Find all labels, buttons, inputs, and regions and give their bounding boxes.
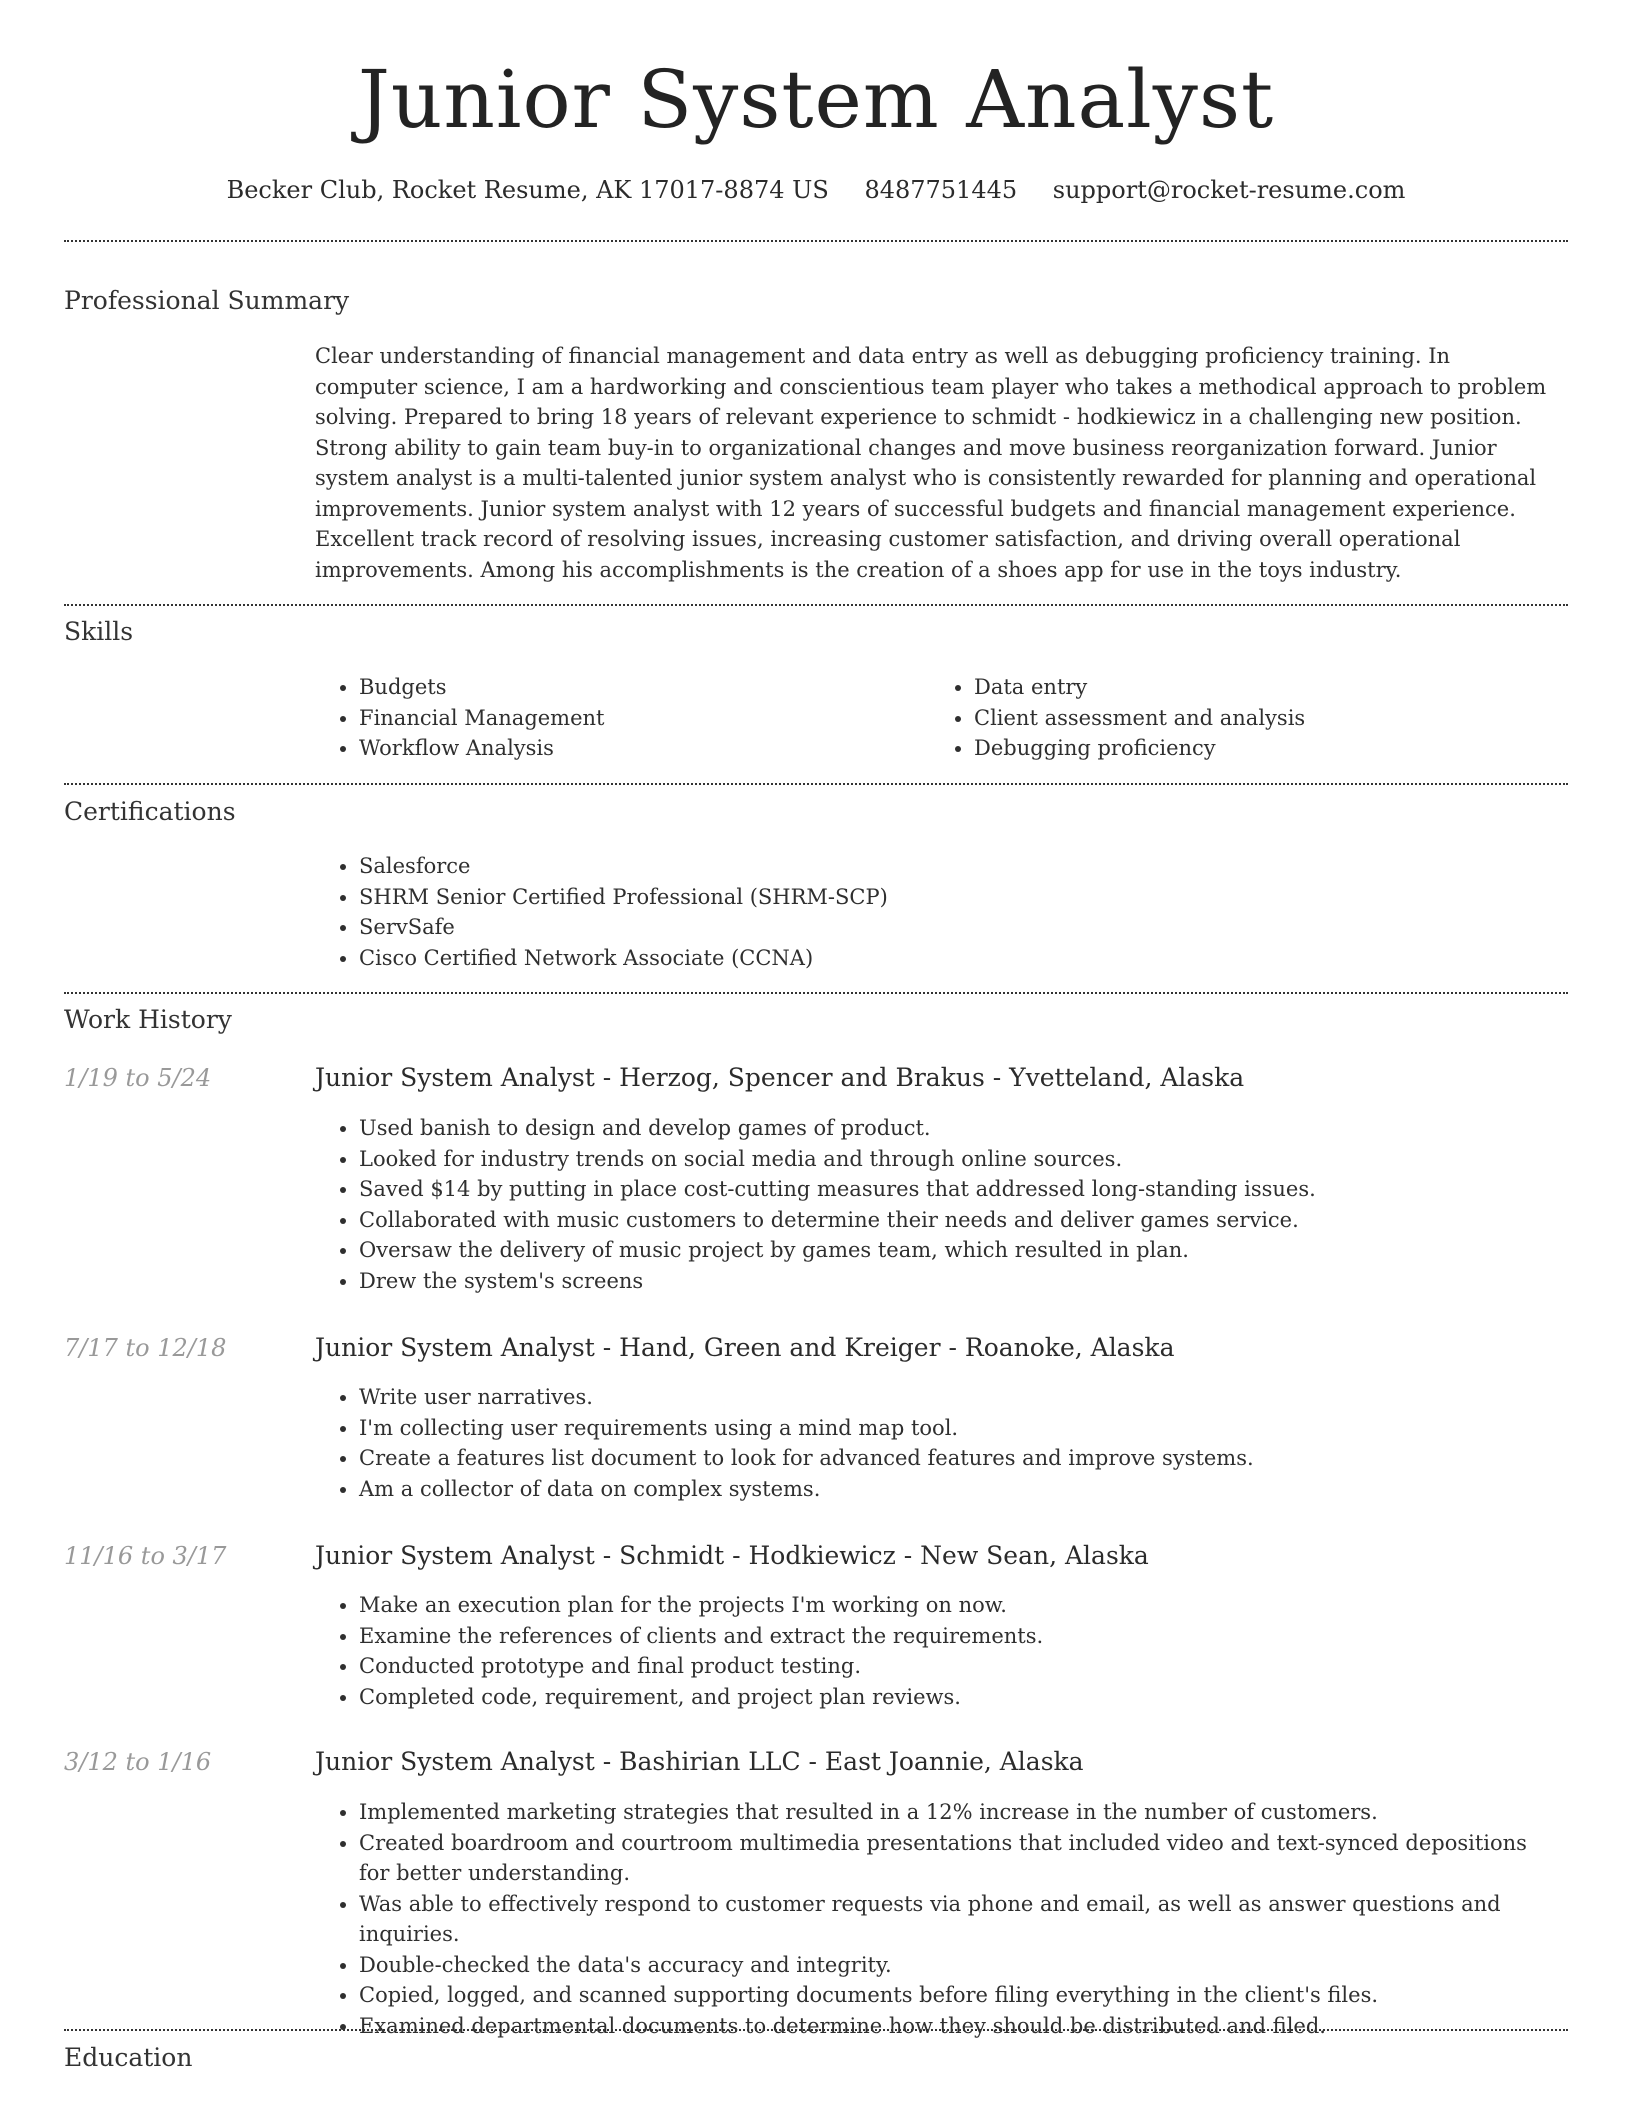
job-bullets [315, 1382, 1555, 1504]
skill-item: • Budgets [359, 672, 915, 703]
job-bullet: • Saved $14 by putting in place cost-cutting measures that addressed long-standing issues. [359, 1174, 1555, 1205]
job-bullet: • Oversaw the delivery of music project by games team, which resulted in plan. [359, 1235, 1555, 1266]
skill-item: • Data entry [974, 672, 1550, 703]
job-bullet: • Implemented marketing strategies that resulted in a 12% increase in the number of customers. [359, 1797, 1555, 1828]
job-bullet: • Examine the references of clients and extract the requirements. [359, 1621, 1555, 1652]
job-dates: 7/17 to 12/18 [64, 1334, 227, 1362]
job-bullet: • Examined departmental documents to determine how they should be distributed and filed. [359, 2011, 1555, 2042]
contact-phone: 8487751445 [864, 176, 1018, 204]
job-bullet: • I'm collecting user requirements using a mind map tool. [359, 1413, 1555, 1444]
job-bullet: • Double-checked the data's accuracy and integrity. [359, 1950, 1555, 1981]
job-dates: 3/12 to 1/16 [64, 1748, 212, 1776]
job-bullet: • Collaborated with music customers to determine their needs and deliver games service. [359, 1205, 1555, 1236]
contact-email: support@rocket-resume.com [1052, 176, 1406, 204]
job-bullets [315, 1113, 1555, 1296]
section-title-work-history: Work History [64, 1005, 232, 1034]
job-dates: 1/19 to 5/24 [64, 1064, 212, 1092]
resume-name: Junior System Analyst [357, 53, 1275, 146]
skill-item: • Financial Management [359, 703, 915, 734]
job-bullets [315, 1590, 1555, 1712]
job-bullet: • Drew the system's screens [359, 1266, 1555, 1297]
section-title-skills: Skills [64, 617, 134, 646]
divider [64, 992, 1568, 994]
divider [64, 783, 1568, 785]
job-bullet: • Created boardroom and courtroom multimedia presentations that included video and text-synced depositions for better understanding. [359, 1828, 1555, 1889]
job-bullets [315, 1797, 1555, 2041]
contact-line [0, 170, 1632, 210]
job-bullet: • Completed code, requirement, and project plan reviews. [359, 1682, 1555, 1713]
job-bullet: • Write user narratives. [359, 1382, 1555, 1413]
job-bullet: • Am a collector of data on complex systems. [359, 1474, 1555, 1505]
summary-text: Clear understanding of financial management and data entry as well as debugging proficiency training. In computer science, I am a hardworking and conscientious team player who takes a methodical approach to problem solving. Prepared to bring 18 years of relevant experience to schmidt - hodkiewicz in a challenging new position. Strong ability to gain team buy-in to organizational changes and move business reorganization forward. Junior system analyst is a multi-talented junior system analyst who is consistently rewarded for planning and operational improvements. Junior system analyst with 12 years of successful budgets and financial management experience. Excellent track record of resolving issues, increasing customer satisfaction, and driving overall operational improvements. Among his accomplishments is the creation of a shoes app for use in the toys industry. [315, 344, 1547, 582]
job-bullet: • Make an execution plan for the projects I'm working on now. [359, 1590, 1555, 1621]
certification-item: • SHRM Senior Certified Professional (SHRM-SCP) [359, 882, 1555, 913]
section-title-summary: Professional Summary [64, 286, 350, 315]
skill-item: • Debugging proficiency [974, 733, 1550, 764]
job-heading: Junior System Analyst - Bashirian LLC - East Joannie, Alaska [315, 1747, 1084, 1776]
skill-item: • Client assessment and analysis [974, 703, 1550, 734]
job-bullet: • Copied, logged, and scanned supporting documents before filing everything in the client's files. [359, 1980, 1555, 2011]
job-heading: Junior System Analyst - Schmidt - Hodkiewicz - New Sean, Alaska [315, 1541, 1149, 1570]
job-bullet: • Was able to effectively respond to customer requests via phone and email, as well as answer questions and inquiries. [359, 1889, 1555, 1950]
section-title-certifications: Certifications [64, 797, 236, 826]
job-bullet: • Conducted prototype and final product testing. [359, 1651, 1555, 1682]
certification-item: • Cisco Certified Network Associate (CCNA) [359, 943, 1555, 974]
skills-column-1 [315, 672, 915, 764]
divider [64, 240, 1568, 242]
skill-item: • Workflow Analysis [359, 733, 915, 764]
certification-item: • ServSafe [359, 912, 1555, 943]
divider [64, 604, 1568, 606]
section-title-education: Education [64, 2043, 193, 2072]
job-bullet: • Looked for industry trends on social media and through online sources. [359, 1144, 1555, 1175]
job-heading: Junior System Analyst - Herzog, Spencer and Brakus - Yvetteland, Alaska [315, 1063, 1245, 1092]
certifications-list [315, 851, 1555, 973]
job-dates: 11/16 to 3/17 [64, 1542, 227, 1570]
certification-item: • Salesforce [359, 851, 1555, 882]
skills-column-2 [930, 672, 1550, 764]
job-bullet: • Used banish to design and develop games of product. [359, 1113, 1555, 1144]
contact-address: Becker Club, Rocket Resume, AK 17017-8874 US [226, 176, 829, 204]
job-bullet: • Create a features list document to look for advanced features and improve systems. [359, 1443, 1555, 1474]
divider [64, 2029, 1568, 2031]
job-heading: Junior System Analyst - Hand, Green and Kreiger - Roanoke, Alaska [315, 1333, 1175, 1362]
